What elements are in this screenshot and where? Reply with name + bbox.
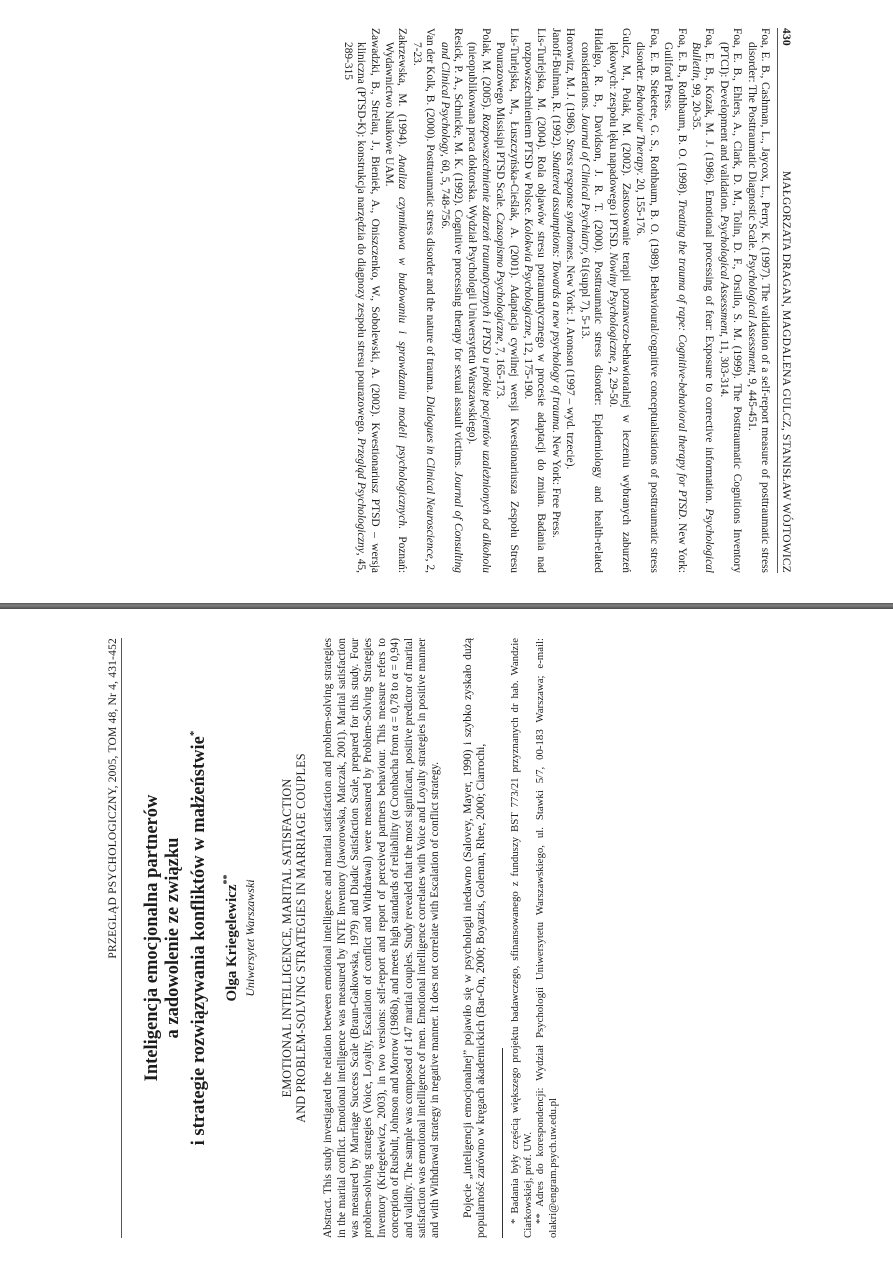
reference-item: Polak, M. (2005). Rozpowszechnienie zdarzeń traumatycznych i PTSD u próbie pacjentów uzależnionych od alkoholu (nieopublikowana praca doktorska. Wydział Psychologii Uniwersytetu Warszawskiego).	[465, 28, 492, 573]
reference-item: Zawadzki, B., Strelau, J., Bieniek, A., Oniszczenko, W., Sobolewski, A. (2002). Kwestionariusz PTSD – wersja kliniczna (PTSD-K): konstrukcja narzędzia do diagnozy zespołu stresu pourazowego. Przegląd Psychologiczny, 45, 289-315	[341, 28, 381, 573]
author-name: Olga Kriegelewicz**	[221, 873, 240, 1002]
left-page-scan	[0, 0, 893, 600]
running-head-right	[107, 638, 122, 1238]
abstract	[322, 638, 443, 1238]
reference-item: Van der Kolk, B. (2000). Posttraumatic stress disorder and the nature of trauma. Dialogues in Clinical Neuroscience, 2, 7-23.	[410, 28, 436, 574]
reference-item: Lis-Turlejska, M., Łuszczyńska-Cieślak, A. (2001). Adaptacja cywilnej wersji Kwestionariusza Zespołu Stresu Pourazowego Missisipi PTSD Scale. Czasopismo Psychologiczne, 7, 165-173.	[493, 28, 520, 573]
title-line-3: i strategie rozwiązywania konfliktów w małżeństwie*	[187, 730, 209, 1145]
footnote-2: ** Adres do korespondencji: Wydział Psychologii Uniwersytetu Warszawskiego, ul. Stawki 5/7, 00-183 Warszawa; e-mail: olakri@engram.psych.uw.edu.pl	[533, 637, 559, 1238]
footnote-rule	[502, 1048, 503, 1238]
abstract-label: Abstract.	[321, 1196, 334, 1238]
title-footnote-mark: *	[187, 730, 200, 736]
running-head-left	[777, 28, 792, 573]
article-title	[142, 638, 210, 1238]
page-number: 430	[779, 28, 792, 46]
body-paragraph: Pojęcie „inteligencji emocjonalnej” pojawiło się w psychologii niedawno (Salovey, Mayer, 1990) i szybko zyskało dużą popularność zarówno w kręgach akademickich (Bar-On, 2000; Boyatzis, Goleman, Rhee, 2000; Ciarrochi,	[460, 637, 487, 1238]
reference-item: Gulcz, M., Polak, M. (2002). Zastosowanie terapii poznawczo-behawioralnej w leczeniu wybranych zaburzeń lękowych: zespołu lęku napadowego i PTSD. Nowiny Psychologiczne, 2, 29-50.	[606, 28, 632, 573]
author-footnote-mark: **	[221, 873, 233, 884]
running-head-authors: MAŁGORZATA DRAGAN, MAGDALENA GULCZ, STANISŁAW WÓJTOWICZ	[779, 170, 792, 573]
footnote-1: * Badania były częścią większego projektu badawczego, sfinansowanego z funduszy BST 773/21 przyznanych dr hab. Wandzie Ciarkowskiej, prof. UW.	[508, 637, 534, 1238]
abstract-text: This study investigated the relation between emotional intelligence and marital satisfaction and problem-solving strategies in the marital conflict. Emotional intelligence was measured by INTE Inventory (Jaworowska, Matczak, 2001). Marital satisfaction was measured by Marriage Success Scale (Braun-Gałkowska, 1979) and Diadic Satisfaction Scale, prepared for this study. Four problem-solving strategies (Voice, Loyalty, Escalation of conflict and Withdrawal) were measured by Problem-Solving Strategies Inventory (Kriegelewicz, 2003), in two versions: self-report and report of perceived partners behaviour. This measure refers to conception of Rusbult, Johnson and Morrow (1986b), and meets high standards of reliability (α Cronbacha from α = 0,78 to α = 0,94) and validity. The sample was composed of 147 marital couples. Study revealed that the most significant, positive predictor of marital satisfaction was emotional intelligence of men. Emotional intelligence correlates with Voice and Loyalty strategies in positive manner and with Withdrawal strategy in negative manner. It does not correlate with Escalation of conflict strategy.	[321, 637, 441, 1238]
reference-item: Lis-Turlejska, M. (2004). Rola objawów stresu potraumatycznego w procesie adaptacji do zmian. Badania nad rozpowszechnieniem PTSD w Polsce. Kolokwia Psychologiczne, 12, 175-190.	[521, 28, 547, 573]
title-line-2: a zadowolenie ze związku	[162, 837, 183, 1038]
reference-item: Janoff-Bulman, R. (1992). Shattered assumptions: Towards a new psychology of trauma. New York: Free Press.	[549, 28, 562, 538]
reference-item: Foa, E. B., Rothbaum, B. O. (1998). Treating the trauma of rape: Cognitive-behavioral therapy for PTSD. New York: Guilford Press.	[661, 28, 688, 574]
reference-list	[340, 28, 771, 573]
book-gutter-fold	[0, 603, 893, 609]
english-title-line-2: AND PROBLEM-SOLVING STRATEGIES IN MARRIAGE COUPLES	[293, 752, 308, 1123]
english-title-line-1: EMOTIONAL INTELLIGENCE, MARITAL SATISFACTION	[279, 778, 294, 1097]
reference-item: Zakrzewska, M. (1994). Analiza czynnikowa w budowaniu i sprawdzaniu modeli psychologicznych. Poznań: Wydawnictwo Naukowe UAM.	[382, 28, 408, 573]
english-title	[280, 638, 308, 1238]
journal-citation: PRZEGLĄD PSYCHOLOGICZNY, 2005, TOM 48, Nr 4, 431-452	[106, 637, 119, 959]
reference-item: Foa, E. B. Steketee, G. S., Rothbaum, B. O. (1989). Behavioural/cognitive conceptualisations of posttraumatic stress disorder. Behaviour Therapy. 20, 155-176.	[633, 28, 660, 573]
reference-item: Foa, E. B., Ehlers, A., Clark, D. M., Tolin, D. F., Orsillo, S. M. (1999). The Posttraumatic Cognitions Inventory (PTCI): Development and validation. Psychological Assessment, 11, 303-314.	[717, 28, 743, 573]
page-431	[107, 638, 787, 1238]
affiliation: Uniwersytet Warszawski	[242, 878, 257, 997]
reference-item: Foa, E. B., Cashman, L., Jaycox, L., Perry, K. (1997). The validation of a self-report measure of posttraumatic stress disorder: The Posttraumatic Diagnostic Scale. Psychological Assessment, 9, 445-451.	[745, 28, 771, 573]
right-page-scan	[0, 612, 893, 1263]
reference-item: Hidalgo, R. B., Davidson, J. R. T. (2000). Posttraumatic stress disorder: Epidemiology and health-related considerations. Journal of Clinical Psychiatry, 61(suppl 7), 5-13.	[578, 28, 604, 573]
page-430	[102, 28, 792, 573]
reference-item: Horowitz, M. J. (1986). Stress response syndromes. New York: J. Aronson (1997 – wyd. trzecie).	[563, 28, 576, 470]
title-line-1: Inteligencja emocjonalna partnerów	[141, 794, 162, 1081]
reference-item: Foa, E. B., Kozak, M. J. (1986). Emotional processing of fear: Exposure to corrective information. Psychological Bulletin, 99, 20-35.	[689, 28, 715, 573]
reference-item: Resick, P. A., Schnicke, M. K. (1992). Cognitive processing therapy for sexual assault victims. Journal of Consulting and Clinical Psychology, 60, 5, 748-756.	[438, 28, 464, 573]
